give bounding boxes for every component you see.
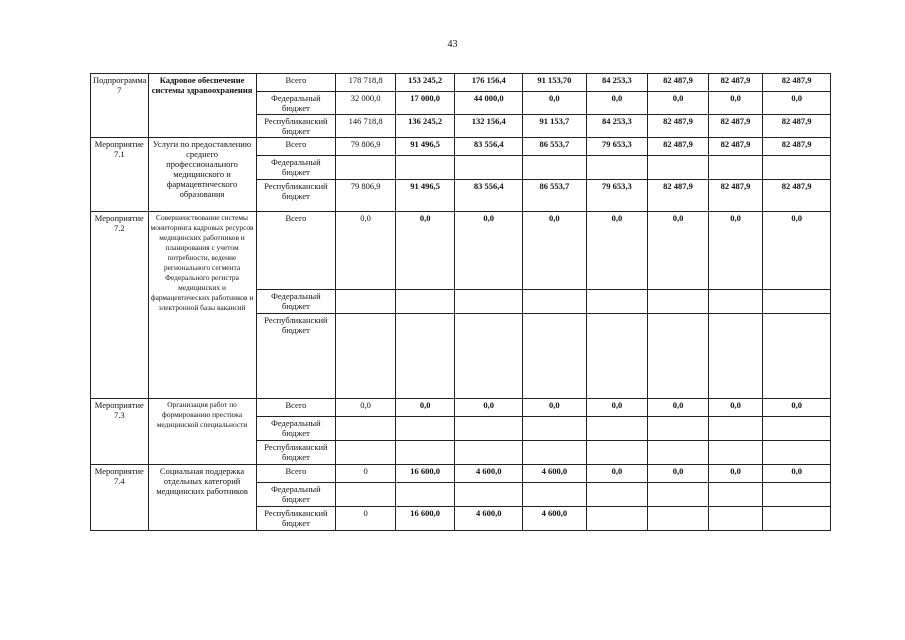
- value-cell: 82 487,9: [708, 74, 763, 92]
- block-code: Мероприятие 7.4: [91, 465, 149, 531]
- funding-source: Республиканский бюджет: [256, 314, 336, 399]
- value-cell: 44 000,0: [455, 92, 523, 115]
- value-cell: 132 156,4: [455, 115, 523, 138]
- table-row: [91, 138, 831, 156]
- value-cell: 0,0: [763, 92, 831, 115]
- value-cell: 82 487,9: [708, 180, 763, 212]
- value-cell: 16 600,0: [395, 465, 455, 483]
- value-cell: [648, 156, 709, 180]
- block-code: Мероприятие 7.3: [91, 399, 149, 465]
- funding-source: Всего: [256, 212, 336, 290]
- value-cell: 4 600,0: [523, 465, 587, 483]
- block-title: Услуги по предоставлению среднего профессионального медицинского и фармацевтического образования: [148, 138, 256, 212]
- value-cell: 91 153,70: [523, 74, 587, 92]
- value-cell: [708, 156, 763, 180]
- value-cell: [336, 417, 396, 441]
- value-cell: 0,0: [523, 92, 587, 115]
- table-row: [91, 74, 831, 92]
- value-cell: 0,0: [586, 399, 648, 417]
- value-cell: 0,0: [336, 212, 396, 290]
- value-cell: [586, 441, 648, 465]
- value-cell: [455, 417, 523, 441]
- value-cell: 0,0: [586, 212, 648, 290]
- value-cell: 0: [336, 507, 396, 531]
- value-cell: 83 556,4: [455, 138, 523, 156]
- value-cell: 0,0: [455, 399, 523, 417]
- value-cell: 0,0: [395, 212, 455, 290]
- value-cell: [708, 290, 763, 314]
- value-cell: [586, 417, 648, 441]
- value-cell: 153 245,2: [395, 74, 455, 92]
- value-cell: [763, 290, 831, 314]
- page-number: 43: [447, 39, 458, 50]
- value-cell: [395, 290, 455, 314]
- block-code: Подпрограмма 7: [91, 74, 149, 138]
- value-cell: [708, 417, 763, 441]
- value-cell: 0,0: [708, 92, 763, 115]
- value-cell: [395, 314, 455, 399]
- value-cell: [763, 441, 831, 465]
- value-cell: 84 253,3: [586, 115, 648, 138]
- value-cell: 82 487,9: [763, 138, 831, 156]
- value-cell: 0,0: [708, 465, 763, 483]
- funding-source: Федеральный бюджет: [256, 483, 336, 507]
- funding-source: Всего: [256, 138, 336, 156]
- value-cell: 4 600,0: [455, 465, 523, 483]
- value-cell: 0,0: [763, 465, 831, 483]
- value-cell: 84 253,3: [586, 74, 648, 92]
- value-cell: 82 487,9: [708, 115, 763, 138]
- value-cell: 91 496,5: [395, 138, 455, 156]
- value-cell: 0,0: [648, 92, 709, 115]
- value-cell: [523, 441, 587, 465]
- value-cell: 0,0: [708, 212, 763, 290]
- block-title: Совершенствование системы мониторинга кадровых ресурсов медицинских работников и планирования с учетом потребности, ведение регионального сегмента Федерального регистра медицинских и фармацевтических работников и электронной базы вакансий: [148, 212, 256, 399]
- value-cell: 82 487,9: [763, 115, 831, 138]
- value-cell: [523, 483, 587, 507]
- value-cell: [708, 483, 763, 507]
- value-cell: [336, 290, 396, 314]
- value-cell: [523, 314, 587, 399]
- value-cell: [523, 156, 587, 180]
- value-cell: 0,0: [708, 399, 763, 417]
- funding-source: Федеральный бюджет: [256, 417, 336, 441]
- value-cell: [648, 417, 709, 441]
- table-row: [91, 399, 831, 417]
- funding-source: Всего: [256, 399, 336, 417]
- value-cell: 0,0: [395, 399, 455, 417]
- value-cell: 91 153,7: [523, 115, 587, 138]
- value-cell: [648, 441, 709, 465]
- funding-source: Республиканский бюджет: [256, 507, 336, 531]
- value-cell: 0,0: [648, 399, 709, 417]
- budget-table: [90, 73, 831, 531]
- value-cell: 82 487,9: [763, 74, 831, 92]
- value-cell: 0: [336, 465, 396, 483]
- value-cell: [763, 314, 831, 399]
- value-cell: 79 806,9: [336, 180, 396, 212]
- value-cell: 32 000,0: [336, 92, 396, 115]
- value-cell: [708, 507, 763, 531]
- value-cell: [455, 156, 523, 180]
- value-cell: 82 487,9: [648, 74, 709, 92]
- value-cell: 0,0: [763, 212, 831, 290]
- value-cell: 0,0: [648, 465, 709, 483]
- value-cell: [586, 156, 648, 180]
- funding-source: Федеральный бюджет: [256, 290, 336, 314]
- value-cell: [763, 483, 831, 507]
- funding-source: Федеральный бюджет: [256, 156, 336, 180]
- value-cell: [395, 441, 455, 465]
- value-cell: 4 600,0: [455, 507, 523, 531]
- value-cell: 83 556,4: [455, 180, 523, 212]
- value-cell: [648, 483, 709, 507]
- value-cell: 82 487,9: [763, 180, 831, 212]
- value-cell: [763, 417, 831, 441]
- value-cell: [708, 314, 763, 399]
- funding-source: Федеральный бюджет: [256, 92, 336, 115]
- table-row: [91, 212, 831, 290]
- block-title: Кадровое обеспечение системы здравоохранения: [148, 74, 256, 138]
- value-cell: 82 487,9: [648, 138, 709, 156]
- value-cell: [586, 314, 648, 399]
- value-cell: [336, 441, 396, 465]
- value-cell: 0,0: [336, 399, 396, 417]
- value-cell: [455, 290, 523, 314]
- value-cell: 79 653,3: [586, 180, 648, 212]
- value-cell: [336, 483, 396, 507]
- value-cell: [523, 417, 587, 441]
- value-cell: 0,0: [523, 399, 587, 417]
- value-cell: [336, 314, 396, 399]
- value-cell: 4 600,0: [523, 507, 587, 531]
- table-row: [91, 465, 831, 483]
- value-cell: 91 496,5: [395, 180, 455, 212]
- value-cell: 82 487,9: [648, 115, 709, 138]
- value-cell: [455, 483, 523, 507]
- value-cell: 16 600,0: [395, 507, 455, 531]
- value-cell: 136 245,2: [395, 115, 455, 138]
- value-cell: [763, 507, 831, 531]
- value-cell: 0,0: [586, 92, 648, 115]
- value-cell: [395, 156, 455, 180]
- value-cell: [395, 483, 455, 507]
- value-cell: 17 000,0: [395, 92, 455, 115]
- value-cell: 82 487,9: [648, 180, 709, 212]
- block-title: Организация работ по формированию престижа медицинской специальности: [148, 399, 256, 465]
- value-cell: 0,0: [455, 212, 523, 290]
- block-title: Социальная поддержка отдельных категорий медицинских работников: [148, 465, 256, 531]
- value-cell: [648, 314, 709, 399]
- value-cell: 146 718,8: [336, 115, 396, 138]
- value-cell: 82 487,9: [708, 138, 763, 156]
- value-cell: [586, 483, 648, 507]
- value-cell: 79 806,9: [336, 138, 396, 156]
- funding-source: Всего: [256, 465, 336, 483]
- funding-source: Всего: [256, 74, 336, 92]
- value-cell: 86 553,7: [523, 138, 587, 156]
- value-cell: 0,0: [586, 465, 648, 483]
- funding-source: Республиканский бюджет: [256, 441, 336, 465]
- value-cell: 176 156,4: [455, 74, 523, 92]
- value-cell: 178 718,8: [336, 74, 396, 92]
- value-cell: [455, 314, 523, 399]
- value-cell: 0,0: [648, 212, 709, 290]
- value-cell: 79 653,3: [586, 138, 648, 156]
- value-cell: [586, 507, 648, 531]
- value-cell: 0,0: [763, 399, 831, 417]
- value-cell: [648, 290, 709, 314]
- value-cell: [455, 441, 523, 465]
- funding-source: Республиканский бюджет: [256, 115, 336, 138]
- value-cell: [648, 507, 709, 531]
- value-cell: 0,0: [523, 212, 587, 290]
- value-cell: [763, 156, 831, 180]
- value-cell: [586, 290, 648, 314]
- value-cell: [336, 156, 396, 180]
- value-cell: [395, 417, 455, 441]
- block-code: Мероприятие 7.1: [91, 138, 149, 212]
- value-cell: [523, 290, 587, 314]
- value-cell: [708, 441, 763, 465]
- funding-source: Республиканский бюджет: [256, 180, 336, 212]
- block-code: Мероприятие 7.2: [91, 212, 149, 399]
- value-cell: 86 553,7: [523, 180, 587, 212]
